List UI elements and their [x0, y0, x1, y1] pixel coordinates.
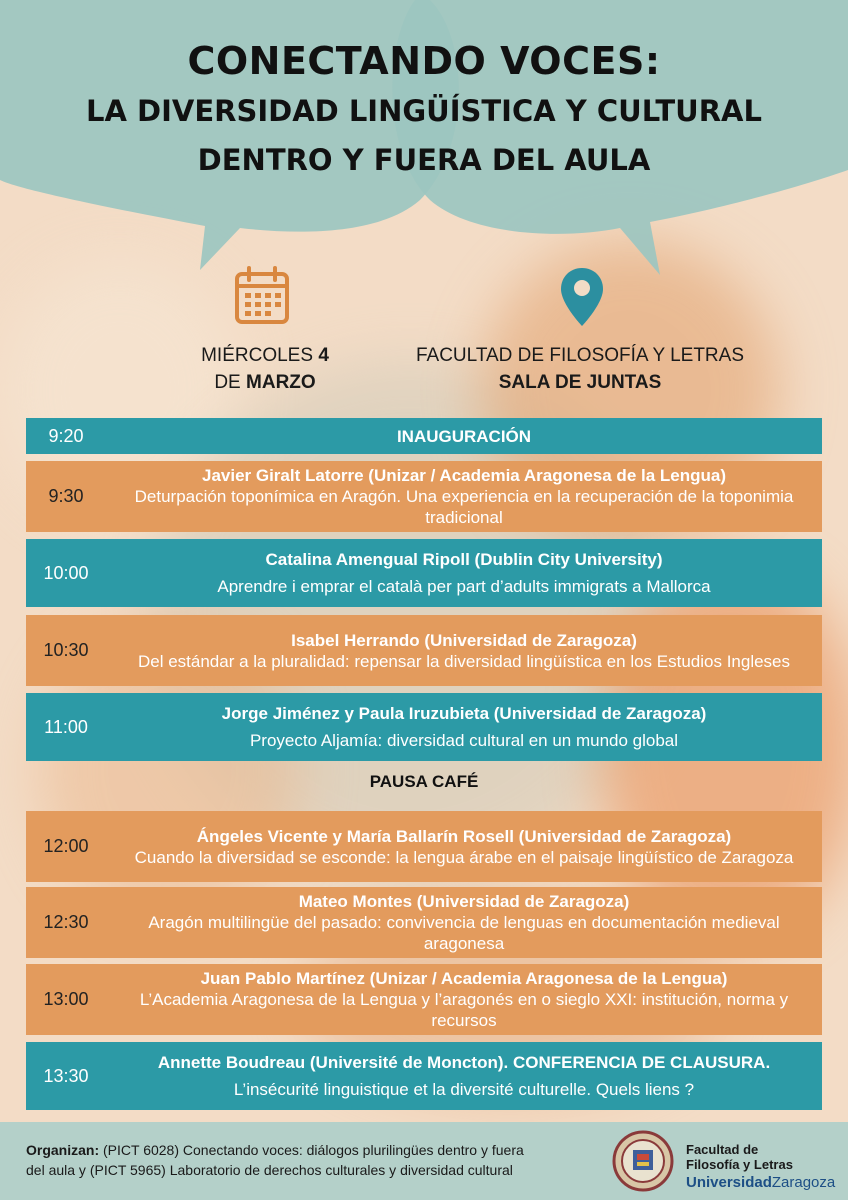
row-time: 9:20 — [48, 425, 84, 446]
organizers-body: (PICT 6028) Conectando voces: diálogos plurilingües dentro y fuera del aula y (PICT 5965) Laboratorio de derechos culturales y diversidad cultural — [26, 1142, 524, 1178]
schedule-row — [26, 615, 822, 686]
row-talk: Deturpación toponímica en Aragón. Una experiencia en la recuperación de la toponimia tradicional — [134, 487, 794, 527]
schedule-row — [26, 811, 822, 882]
schedule-row — [26, 964, 822, 1035]
organizers-text — [26, 1140, 546, 1180]
title-line-3: DENTRO Y FUERA DEL AULA — [197, 143, 651, 177]
uni-part-1: Universidad — [686, 1174, 772, 1191]
page-title — [0, 36, 848, 184]
row-time: 12:00 — [43, 836, 89, 856]
event-place — [390, 342, 770, 396]
schedule-row — [26, 887, 822, 958]
date-day: 4 — [318, 345, 329, 366]
date-of: DE — [214, 372, 247, 393]
row-speaker: Javier Giralt Latorre (Unizar / Academia Aragonesa de la Lengua) — [201, 466, 727, 485]
event-date — [170, 342, 360, 396]
row-talk: Aragón multilingüe del pasado: convivencia de lenguas en documentación medieval aragonesa — [148, 913, 780, 953]
row-time: 9:30 — [48, 486, 84, 506]
faculty-line-1: Facultad de — [686, 1142, 759, 1157]
schedule-row — [26, 418, 822, 454]
row-title: INAUGURACIÓN — [396, 426, 532, 446]
footer — [0, 1122, 848, 1200]
row-speaker: Ángeles Vicente y María Ballarín Rosell (Universidad de Zaragoza) — [196, 826, 732, 846]
date-month: MARZO — [246, 372, 316, 393]
schedule-row — [26, 1042, 822, 1110]
row-time: 10:00 — [43, 562, 89, 583]
row-talk: Aprendre i emprar el català per part d’adults immigrats a Mallorca — [217, 577, 711, 596]
row-talk: Proyecto Aljamía: diversidad cultural en un mundo global — [249, 731, 679, 750]
row-speaker: Catalina Amengual Ripoll (Dublin City University) — [265, 550, 663, 569]
title-line-1: CONECTANDO VOCES: — [187, 39, 661, 83]
organizers-label: Organizan: — [26, 1142, 100, 1158]
row-speaker: Juan Pablo Martínez (Unizar / Academia Aragonesa de la Lengua) — [200, 969, 728, 988]
date-weekday: MIÉRCOLES — [201, 345, 319, 366]
location-pin-icon — [558, 266, 606, 328]
title-line-2: LA DIVERSIDAD LINGÜÍSTICA Y CULTURAL — [86, 94, 762, 128]
schedule-row — [26, 539, 822, 607]
row-time: 13:00 — [43, 989, 89, 1009]
schedule-row — [26, 461, 822, 532]
row-speaker: Isabel Herrando (Universidad de Zaragoza) — [291, 630, 637, 650]
row-time: 13:30 — [43, 1065, 89, 1086]
row-time: 11:00 — [44, 716, 88, 737]
row-talk: Cuando la diversidad se esconde: la lengua árabe en el paisaje lingüístico de Zaragoza — [134, 847, 794, 867]
row-speaker: Mateo Montes (Universidad de Zaragoza) — [298, 892, 630, 911]
row-time: 12:30 — [43, 912, 89, 932]
university-seal-icon — [612, 1130, 674, 1192]
university-logo-text — [686, 1174, 835, 1191]
faculty-line-2: Filosofía y Letras — [686, 1157, 793, 1172]
row-talk: Del estándar a la pluralidad: repensar la diversidad lingüística en los Estudios Ingleses — [137, 651, 791, 671]
uni-part-2: Zaragoza — [771, 1174, 836, 1191]
row-speaker: Annette Boudreau (Université de Moncton). CONFERENCIA DE CLAUSURA. — [157, 1053, 771, 1072]
coffee-break-label: PAUSA CAFÉ — [369, 772, 479, 791]
place-room: SALA DE JUNTAS — [498, 372, 662, 393]
row-speaker: Jorge Jiménez y Paula Iruzubieta (Universidad de Zaragoza) — [221, 704, 707, 723]
row-time: 10:30 — [43, 640, 89, 660]
calendar-icon — [233, 266, 291, 326]
schedule-row — [26, 693, 822, 761]
row-talk: L’insécurité linguistique et la diversité culturelle. Quels liens ? — [233, 1080, 695, 1099]
row-talk: L’Academia Aragonesa de la Lengua y l’aragonés en o sieglo XXI: institución, norma y recursos — [139, 990, 789, 1030]
place-faculty: FACULTAD DE FILOSOFÍA Y LETRAS — [415, 345, 745, 366]
faculty-logo-text — [686, 1142, 793, 1172]
